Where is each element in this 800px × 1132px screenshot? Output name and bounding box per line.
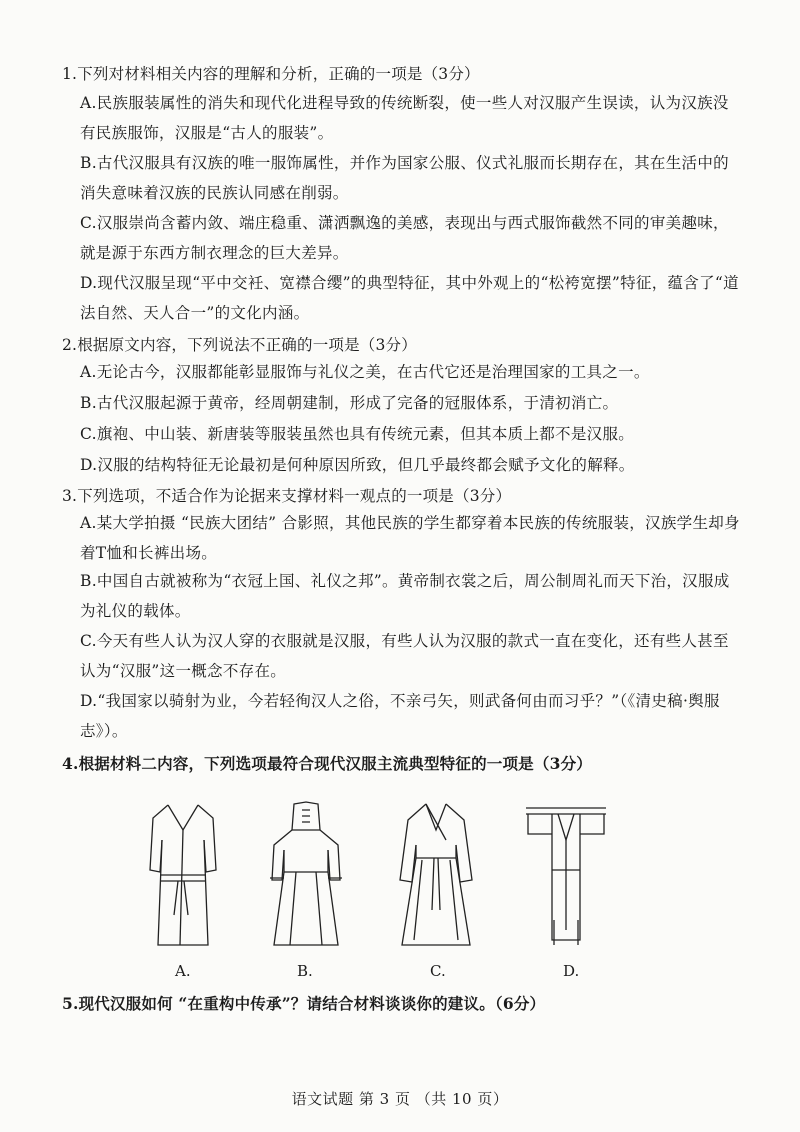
garment-b-figure (266, 800, 346, 950)
option-label: B. (80, 572, 97, 590)
question-2-stem: 2.根据原文内容，下列说法不正确的一项是（3分） (62, 336, 417, 354)
option-label: D. (80, 456, 98, 474)
option-label: A. (80, 363, 97, 381)
question-1-option-d (80, 268, 740, 328)
garment-b-label: B. (297, 962, 313, 980)
option-text: 民族服装属性的消失和现代化进程导致的传统断裂，使一些人对汉服产生误读，认为汉族没有民族服饰，汉服是“古人的服装”。 (80, 94, 729, 142)
question-3-option-c (80, 626, 740, 686)
option-text: 旗袍、中山装、新唐装等服装虽然也具有传统元素，但其本质上都不是汉服。 (96, 425, 635, 443)
option-label: D. (80, 692, 98, 710)
option-label: B. (80, 394, 97, 412)
question-3-option-d (80, 686, 740, 746)
question-2-option-c (80, 419, 740, 449)
garment-c-figure (396, 800, 476, 950)
option-text: 古代汉服具有汉族的唯一服饰属性，并作为国家公服、仪式礼服而长期存在，其在生活中的消失意味着汉族的民族认同感在削弱。 (80, 154, 729, 202)
garment-c-label: C. (430, 962, 446, 980)
option-text: 无论古今，汉服都能彰显服饰与礼仪之美，在古代它还是治理国家的工具之一。 (96, 363, 650, 381)
garment-a-label: A. (175, 962, 191, 980)
option-label: B. (80, 154, 97, 172)
question-3-option-b (80, 566, 740, 626)
option-text: 汉服的结构特征无论最初是何种原因所致，但几乎最终都会赋予文化的解释。 (97, 456, 635, 474)
option-label: D. (80, 274, 98, 292)
question-4-stem: 4.根据材料二内容，下列选项最符合现代汉服主流典型特征的一项是（3分） (62, 754, 592, 773)
question-3-option-a (80, 508, 740, 568)
garment-a-figure (148, 800, 218, 950)
option-text: 现代汉服呈现“平中交衽、宽襟合缨”的典型特征，其中外观上的“松袴宽摆”特征，蕴含了“道法自然、天人合一”的文化内涵。 (80, 274, 739, 322)
question-2-option-b (80, 388, 740, 418)
option-label: A. (80, 514, 97, 532)
question-2-option-a (80, 357, 740, 387)
question-1-option-c (80, 208, 740, 268)
question-5-stem: 5.现代汉服如何 “在重构中传承”？请结合材料谈谈你的建议。（6分） (62, 994, 546, 1013)
garment-d-figure (524, 800, 608, 950)
garment-d-label: D. (563, 962, 580, 980)
question-3-stem: 3.下列选项，不适合作为论据来支撑材料一观点的一项是（3分） (62, 487, 512, 505)
option-label: A. (80, 94, 97, 112)
question-1-option-b (80, 148, 740, 208)
option-text: 中国自古就被称为“衣冠上国、礼仪之邦”。黄帝制衣裳之后，周公制周礼而天下治，汉服成为礼仪的载体。 (80, 572, 730, 620)
page-footer: 语文试题 第 3 页 （共 10 页） (291, 1090, 509, 1108)
option-text: “我国家以骑射为业，今若轻徇汉人之俗，不亲弓矢，则武备何由而习乎？”（《清史稿·舆服志》）。 (80, 692, 720, 740)
option-label: C. (80, 425, 97, 443)
question-1-option-a (80, 88, 740, 148)
option-label: C. (80, 214, 97, 232)
question-2-option-d (80, 450, 740, 480)
option-text: 今天有些人认为汉人穿的衣服就是汉服，有些人认为汉服的款式一直在变化，还有些人甚至认为“汉服”这一概念不存在。 (80, 632, 729, 680)
option-text: 古代汉服起源于黄帝，经周朝建制，形成了完备的冠服体系，于清初消亡。 (96, 394, 619, 412)
question-1-stem: 1.下列对材料相关内容的理解和分析，正确的一项是（3分） (62, 65, 480, 83)
option-text: 汉服崇尚含蓄内敛、端庄稳重、潇洒飘逸的美感，表现出与西式服饰截然不同的审美趣味，就是源于东西方制衣理念的巨大差异。 (80, 214, 729, 262)
option-text: 某大学拍摄 “民族大团结” 合影照，其他民族的学生都穿着本民族的传统服装，汉族学生却身着T恤和长裤出场。 (80, 514, 740, 562)
option-label: C. (80, 632, 97, 650)
